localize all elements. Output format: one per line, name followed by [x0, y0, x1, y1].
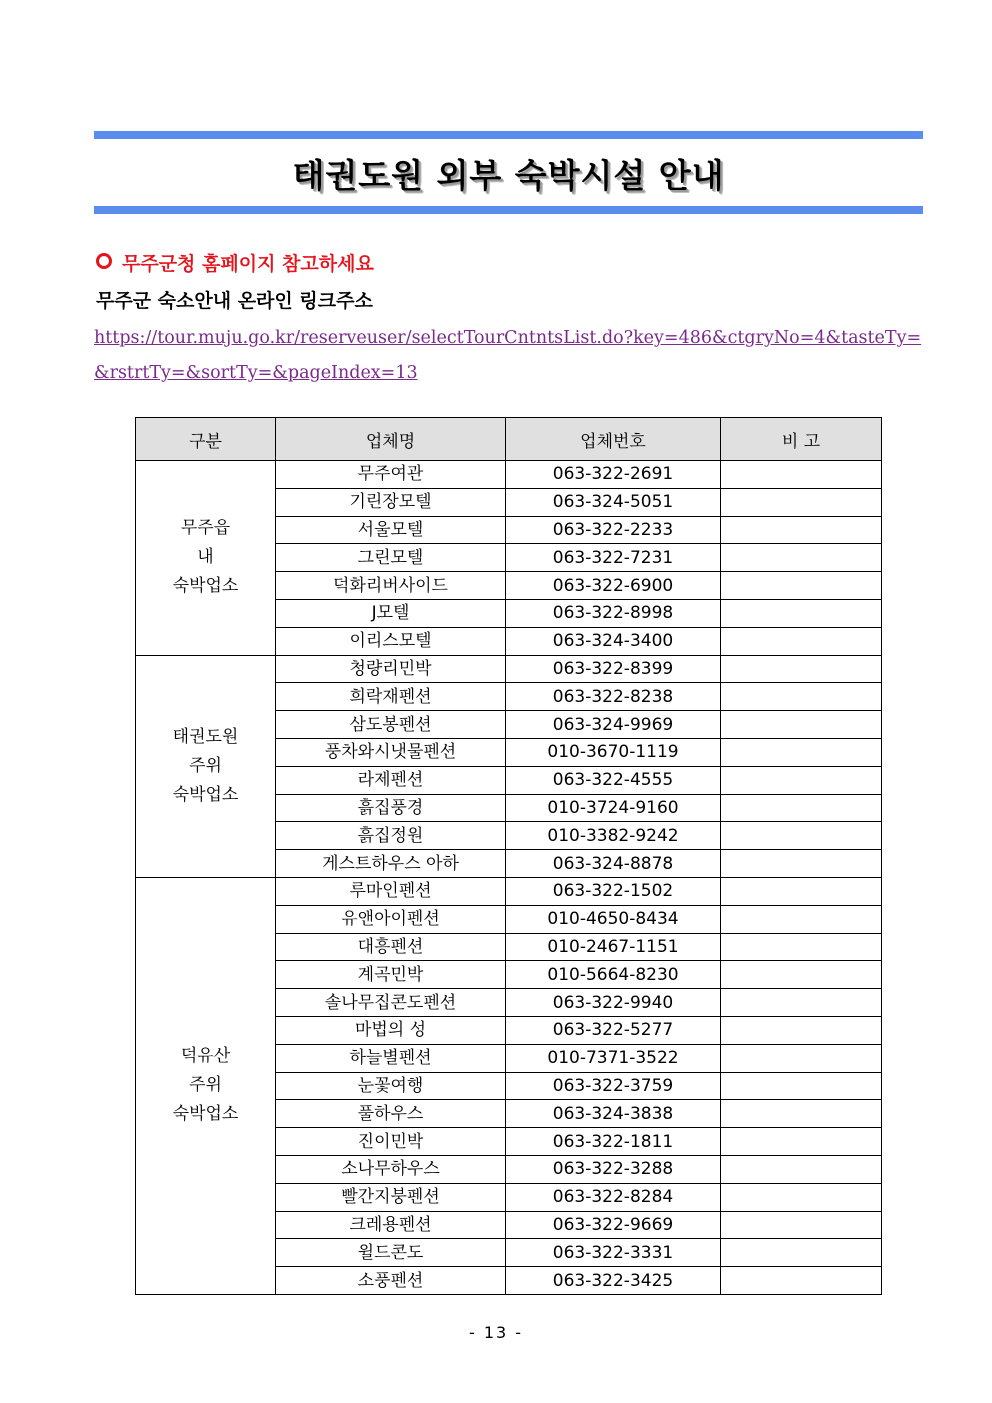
business-name-cell: 빨간지붕펜션: [276, 1183, 506, 1211]
phone-cell: 063-322-8284: [506, 1183, 721, 1211]
remarks-cell: [721, 1183, 882, 1211]
category-label-line: 숙박업소: [172, 1104, 239, 1125]
phone-cell: 010-3670-1119: [506, 738, 721, 766]
remarks-cell: [721, 1211, 882, 1239]
phone-cell: 063-322-5277: [506, 1016, 721, 1044]
phone-cell: 063-322-1811: [506, 1128, 721, 1156]
notice-line: [96, 251, 374, 277]
page-title: 태권도원 외부 숙박시설 안내: [292, 156, 725, 195]
table-body: [136, 461, 882, 1295]
title-bar-top: [94, 131, 923, 139]
business-name-cell: 마법의 성: [276, 1016, 506, 1044]
link-heading: 무주군 숙소안내 온라인 링크주소: [96, 290, 373, 312]
phone-cell: 063-322-3331: [506, 1239, 721, 1267]
remarks-cell: [721, 1155, 882, 1183]
business-name-cell: 대흥펜션: [276, 933, 506, 961]
phone-cell: 063-324-5051: [506, 488, 721, 516]
business-name-cell: 청량리민박: [276, 655, 506, 683]
phone-cell: 063-322-2691: [506, 461, 721, 489]
phone-cell: 063-322-3288: [506, 1155, 721, 1183]
business-name-cell: J모텔: [276, 599, 506, 627]
remarks-cell: [721, 933, 882, 961]
remarks-cell: [721, 766, 882, 794]
phone-cell: 063-322-1502: [506, 877, 721, 905]
phone-cell: 063-322-7231: [506, 544, 721, 572]
business-name-cell: 윌드콘도: [276, 1239, 506, 1267]
phone-cell: 063-322-9940: [506, 989, 721, 1017]
business-name-cell: 풀하우스: [276, 1100, 506, 1128]
category-label-line: 주위: [189, 1075, 222, 1096]
remarks-cell: [721, 794, 882, 822]
lodging-link[interactable]: https://tour.muju.go.kr/reserveuser/selectTourCntntsList.do?key=486&ctgryNo=4&tasteTy=&rstrtTy=&sortTy=&pageIndex=13: [94, 328, 922, 383]
remarks-cell: [721, 1072, 882, 1100]
phone-cell: 063-322-8399: [506, 655, 721, 683]
phone-cell: 063-322-2233: [506, 516, 721, 544]
business-name-cell: 덕화리버사이드: [276, 572, 506, 600]
business-name-cell: 희락재펜션: [276, 683, 506, 711]
business-name-cell: 소풍펜션: [276, 1267, 506, 1295]
business-name-cell: 게스트하우스 아하: [276, 850, 506, 878]
remarks-cell: [721, 1267, 882, 1295]
phone-cell: 063-322-6900: [506, 572, 721, 600]
category-label-line: 주위: [189, 755, 222, 776]
remarks-cell: [721, 850, 882, 878]
business-name-cell: 기린장모텔: [276, 488, 506, 516]
category-label-line: 숙박업소: [172, 784, 239, 805]
business-name-cell: 루마인펜션: [276, 877, 506, 905]
business-name-cell: 흙집정원: [276, 822, 506, 850]
business-name-cell: 서울모텔: [276, 516, 506, 544]
business-name-cell: 소나무하우스: [276, 1155, 506, 1183]
phone-cell: 063-322-9669: [506, 1211, 721, 1239]
business-name-cell: 계곡민박: [276, 961, 506, 989]
table-row: [136, 655, 882, 683]
table-row: [136, 877, 882, 905]
phone-cell: 010-2467-1151: [506, 933, 721, 961]
remarks-cell: [721, 488, 882, 516]
business-name-cell: 그린모텔: [276, 544, 506, 572]
remarks-cell: [721, 1239, 882, 1267]
category-label-line: 태권도원: [172, 726, 239, 747]
phone-cell: 063-322-8238: [506, 683, 721, 711]
category-label-line: 무주읍: [180, 518, 231, 539]
circle-bullet-icon: [96, 253, 112, 269]
business-name-cell: 유앤아이펜션: [276, 905, 506, 933]
table-row: [136, 461, 882, 489]
remarks-cell: [721, 655, 882, 683]
phone-cell: 063-324-3400: [506, 627, 721, 655]
header-remarks: 비 고: [721, 418, 882, 461]
table-header-row: [136, 418, 882, 461]
phone-cell: 010-5664-8230: [506, 961, 721, 989]
business-name-cell: 라제펜션: [276, 766, 506, 794]
phone-cell: 063-322-3425: [506, 1267, 721, 1295]
category-label-line: 덕유산: [180, 1046, 231, 1067]
category-cell: [136, 461, 276, 656]
business-name-cell: 눈꽃여행: [276, 1072, 506, 1100]
remarks-cell: [721, 544, 882, 572]
business-name-cell: 하늘별펜션: [276, 1044, 506, 1072]
phone-cell: 063-324-9969: [506, 711, 721, 739]
page-number: - 13 -: [468, 1323, 524, 1342]
remarks-cell: [721, 516, 882, 544]
phone-cell: 010-4650-8434: [506, 905, 721, 933]
category-label-line: 내: [197, 547, 214, 568]
lodging-table: [135, 417, 882, 1295]
notice-text: 무주군청 홈페이지 참고하세요: [122, 253, 374, 275]
title-bar-bottom: [94, 206, 923, 214]
category-cell: [136, 655, 276, 877]
remarks-cell: [721, 1044, 882, 1072]
remarks-cell: [721, 961, 882, 989]
remarks-cell: [721, 738, 882, 766]
phone-cell: 063-322-8998: [506, 599, 721, 627]
header-phone: 업체번호: [506, 418, 721, 461]
phone-cell: 063-324-8878: [506, 850, 721, 878]
remarks-cell: [721, 1016, 882, 1044]
remarks-cell: [721, 572, 882, 600]
business-name-cell: 솔나무집콘도펜션: [276, 989, 506, 1017]
phone-cell: 010-7371-3522: [506, 1044, 721, 1072]
business-name-cell: 흙집풍경: [276, 794, 506, 822]
category-label-line: 숙박업소: [172, 576, 239, 597]
remarks-cell: [721, 1128, 882, 1156]
header-name: 업체명: [276, 418, 506, 461]
phone-cell: 063-322-3759: [506, 1072, 721, 1100]
remarks-cell: [721, 905, 882, 933]
phone-cell: 063-324-3838: [506, 1100, 721, 1128]
remarks-cell: [721, 627, 882, 655]
phone-cell: 010-3724-9160: [506, 794, 721, 822]
category-cell: [136, 877, 276, 1294]
business-name-cell: 진이민박: [276, 1128, 506, 1156]
remarks-cell: [721, 877, 882, 905]
header-category: 구분: [136, 418, 276, 461]
business-name-cell: 무주여관: [276, 461, 506, 489]
remarks-cell: [721, 599, 882, 627]
remarks-cell: [721, 822, 882, 850]
phone-cell: 010-3382-9242: [506, 822, 721, 850]
business-name-cell: 크레용펜션: [276, 1211, 506, 1239]
remarks-cell: [721, 1100, 882, 1128]
business-name-cell: 삼도봉펜션: [276, 711, 506, 739]
phone-cell: 063-322-4555: [506, 766, 721, 794]
remarks-cell: [721, 711, 882, 739]
remarks-cell: [721, 989, 882, 1017]
business-name-cell: 이리스모텔: [276, 627, 506, 655]
remarks-cell: [721, 461, 882, 489]
remarks-cell: [721, 683, 882, 711]
business-name-cell: 풍차와시냇물펜션: [276, 738, 506, 766]
